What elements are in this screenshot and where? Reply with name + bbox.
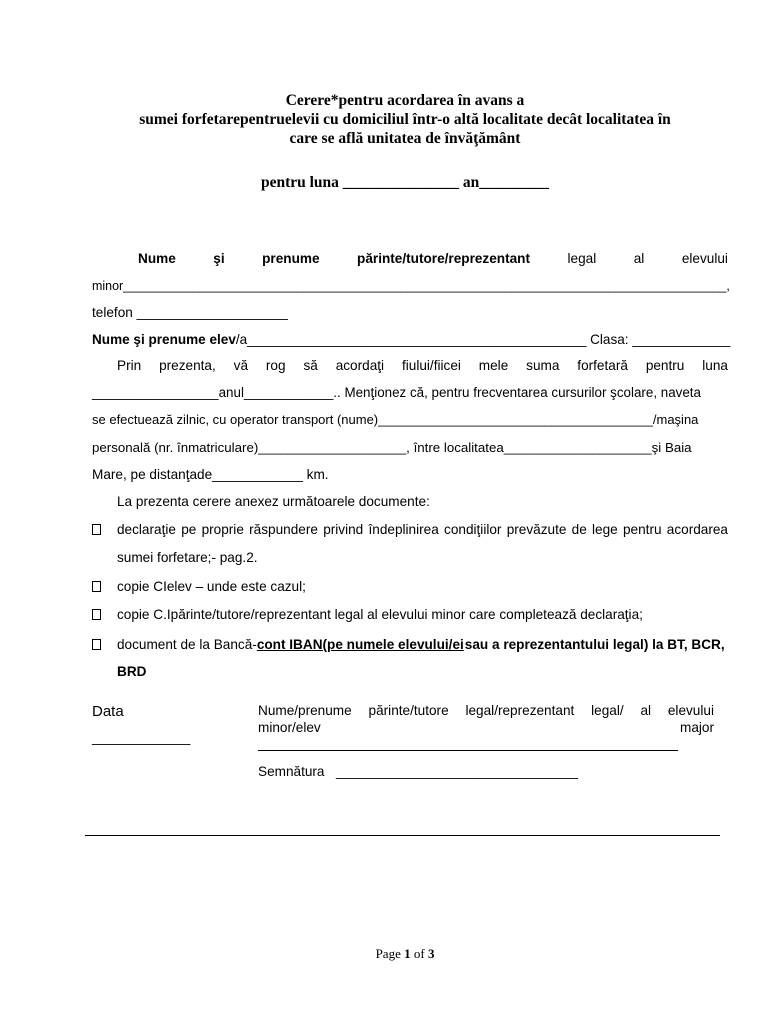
word-bold: părinte/tutore/reprezentant	[357, 251, 531, 266]
word: privind	[323, 522, 364, 537]
word	[357, 251, 530, 266]
annex-item-bank-document	[117, 637, 728, 652]
date-label: Data	[92, 703, 124, 720]
word: elevului	[667, 703, 714, 718]
footer-separator	[85, 835, 720, 836]
word: prenume	[262, 251, 320, 266]
page-word: Page	[375, 946, 401, 961]
title-month-year: pentru luna _______________ an_________	[260, 174, 550, 191]
word: legal/	[591, 703, 624, 718]
student-name-line	[92, 332, 730, 347]
annex-item-declaration-cont: sumei forfetare;- pag.2.	[117, 550, 258, 565]
signer-name-field[interactable]	[258, 750, 678, 751]
word: acordarea	[666, 522, 728, 537]
title-line-3: care se află unitatea de învăţământ	[289, 130, 521, 147]
student-name-rest: /a_____________________________________________ Clasa: _____________	[235, 332, 731, 347]
word: părinte/tutore	[368, 703, 449, 718]
bank-doc-banks: sau a reprezentantului legal) la BT, BCR,	[464, 637, 725, 652]
of-word: of	[413, 946, 425, 961]
annex-item-declaration	[117, 522, 728, 537]
annex-item-parent-id: copie C.Ipărinte/tutore/reprezentant legal al elevului minor care completează declaraţia;	[117, 607, 643, 622]
checkbox-parent-id[interactable]	[92, 609, 101, 620]
word: luna	[702, 358, 728, 373]
word: rog	[265, 358, 286, 373]
request-line-5: Mare, pe distanţade____________ km.	[92, 467, 329, 482]
word: forfetară	[577, 358, 628, 373]
word: lege	[592, 522, 618, 537]
request-line-1	[117, 358, 728, 373]
word: al	[640, 703, 652, 718]
date-line: _____________	[92, 730, 191, 745]
title-line-1: Cerere*pentru acordarea în avans a	[285, 92, 525, 109]
parent-name-line	[138, 251, 728, 266]
annex-item-student-id: copie CIelev – unde este cazul;	[117, 579, 306, 594]
checkbox-declaration[interactable]	[92, 524, 101, 535]
word: de	[571, 522, 587, 537]
word: Nume	[138, 251, 176, 266]
word: prezenta,	[159, 358, 216, 373]
student-name-label: Nume şi prenume elev	[92, 332, 236, 347]
telefon-line: telefon ____________________	[92, 305, 288, 320]
bank-doc-iban: cont IBAN(pe numele elevului/ei	[256, 637, 464, 652]
word: acordaţi	[335, 358, 385, 373]
checkbox-student-id[interactable]	[92, 581, 101, 592]
word: vă	[233, 358, 249, 373]
signature-line: ________________________________	[336, 764, 578, 779]
word: prevăzute	[506, 522, 567, 537]
title-line-2: sumei forfetarepentruelevii cu domiciliul într-o altă localitate decât localitatea în	[139, 111, 671, 128]
word: condiţiilor	[444, 522, 502, 537]
page-number	[0, 946, 768, 962]
minor-elev-label: minor/elev	[258, 720, 321, 735]
word: Nume/prenume	[258, 703, 352, 718]
word: al	[633, 251, 645, 266]
word: pentru	[645, 358, 685, 373]
word: declaraţie	[117, 522, 176, 537]
word: elevului	[681, 251, 728, 266]
word: pe	[181, 522, 197, 537]
word: şi	[213, 251, 225, 266]
word: proprie	[201, 522, 244, 537]
signer-name-label	[258, 703, 714, 718]
word: legal/reprezentant	[465, 703, 575, 718]
word: fiului/fiicei	[401, 358, 461, 373]
word: legal	[567, 251, 597, 266]
request-line-4: personală (nr. înmatriculare)____________________, între localitatea____________________şi Baia	[92, 440, 692, 455]
bank-doc-plain: document de la Bancă-	[117, 637, 257, 652]
word: mele	[478, 358, 509, 373]
word: suma	[526, 358, 560, 373]
word: să	[303, 358, 318, 373]
word: îndeplinirea	[368, 522, 439, 537]
major-label: major	[680, 720, 714, 735]
page-current: 1	[404, 946, 411, 961]
request-line-2: _________________anul____________.. Menţionez că, pentru frecventarea cursurilor şcolare, naveta	[92, 385, 701, 400]
minor-line: minor_______________________________________________________________________________________,	[92, 278, 730, 293]
word: răspundere	[249, 522, 318, 537]
word: pentru	[622, 522, 662, 537]
annex-intro: La prezenta cerere anexez următoarele documente:	[117, 494, 430, 509]
page-total: 3	[427, 946, 435, 961]
signature-label: Semnătura	[258, 764, 325, 779]
request-line-3: se efectuează zilnic, cu operator transport (nume)______________________________________/maşina	[92, 412, 699, 427]
checkbox-bank-document[interactable]	[92, 639, 101, 650]
annex-item-bank-cont: BRD	[117, 664, 147, 679]
word: Prin	[117, 358, 142, 373]
